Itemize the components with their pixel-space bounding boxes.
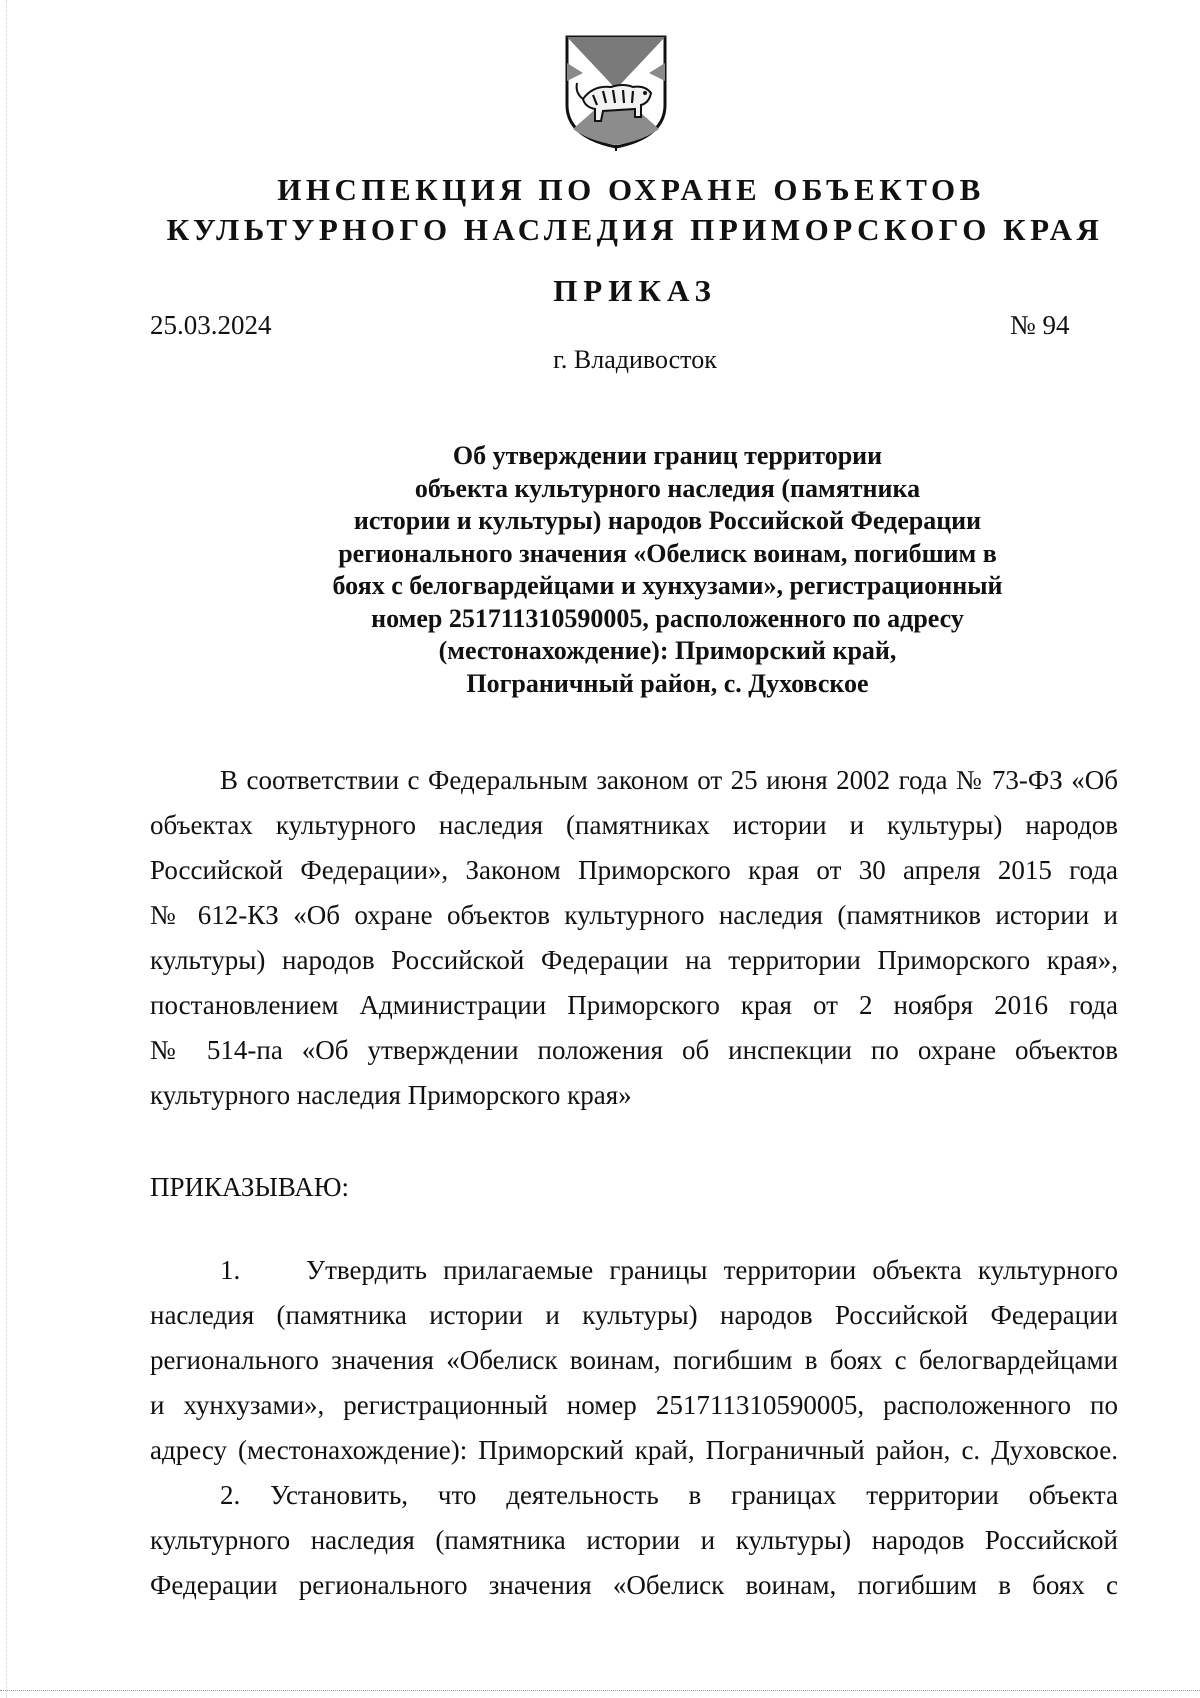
subject-line: истории и культуры) народов Российской Федерации xyxy=(353,506,982,535)
subject-line: регионального значения «Обелиск воинам, погибшим в xyxy=(338,538,997,568)
order-subject xyxy=(295,440,1040,700)
organization-name-line-2: КУЛЬТУРНОГО НАСЛЕДИЯ ПРИМОРСКОГО КРАЯ xyxy=(166,212,1104,247)
subject-line: Пограничный район, с. Духовское xyxy=(466,668,869,698)
item-line: регионального значения «Обелиск воинам, погибшим в боях с белогвардейцами xyxy=(150,1345,1118,1375)
subject-line: номер 251711310590005, расположенного по адресу xyxy=(371,603,964,633)
subject-line: объекта культурного наследия (памятника xyxy=(414,473,921,503)
item-line: и хунхузами», регистрационный номер 251711310590005, расположенного по xyxy=(150,1390,1118,1420)
scan-edge xyxy=(0,1690,1200,1693)
organization-name-line-1: ИНСПЕКЦИЯ ПО ОХРАНЕ ОБЪЕКТОВ xyxy=(277,172,985,207)
subject-line: Об утверждении границ территории xyxy=(452,441,883,470)
preamble-line: В соответствии с Федеральным законом от 25 июня 2002 года № 73-ФЗ «Об xyxy=(220,765,1118,795)
preamble-line: культурного наследия Приморского края» xyxy=(150,1080,632,1110)
preamble-line: постановлением Администрации Приморского края от 2 ноября 2016 года xyxy=(150,990,1118,1020)
document-number: № 94 xyxy=(1010,310,1070,340)
item-line: Федерации регионального значения «Обелиск воинам, погибшим в боях с xyxy=(150,1570,1118,1600)
subject-line: боях с белогвардейцами и хунхузами», регистрационный xyxy=(332,571,1003,600)
item-line: адресу (местонахождение): Приморский край, Пограничный район, с. Духовское. xyxy=(150,1435,1118,1465)
subject-line: (местонахождение): Приморский край, xyxy=(438,636,897,665)
scan-edge xyxy=(6,0,8,1698)
directive-word: ПРИКАЗЫВАЮ: xyxy=(150,1172,349,1202)
document-type: ПРИКАЗ xyxy=(553,273,717,308)
preamble-line: № 514-па «Об утверждении положения об инспекции по охране объектов xyxy=(150,1035,1118,1065)
item-line: культурного наследия (памятника истории и культуры) народов Российской xyxy=(150,1525,1118,1555)
document-date: 25.03.2024 xyxy=(150,310,272,340)
item-line: наследия (памятника истории и культуры) народов Российской Федерации xyxy=(150,1300,1118,1330)
preamble-line: объектах культурного наследия (памятниках истории и культуры) народов xyxy=(150,810,1118,840)
document-city: г. Владивосток xyxy=(553,345,717,374)
preamble-line: № 612-КЗ «Об охране объектов культурного наследия (памятников истории и xyxy=(150,900,1118,930)
primorsky-krai-coat-of-arms-icon xyxy=(563,33,669,151)
item-number: 1. xyxy=(220,1255,241,1285)
preamble-line: культуры) народов Российской Федерации на территории Приморского края», xyxy=(150,945,1118,975)
item-line: 2. Установить, что деятельность в границах территории объекта xyxy=(220,1480,1118,1510)
item-line: Утвердить прилагаемые границы территории объекта культурного xyxy=(306,1255,1118,1285)
preamble-line: Российской Федерации», Законом Приморского края от 30 апреля 2015 года xyxy=(150,855,1118,885)
